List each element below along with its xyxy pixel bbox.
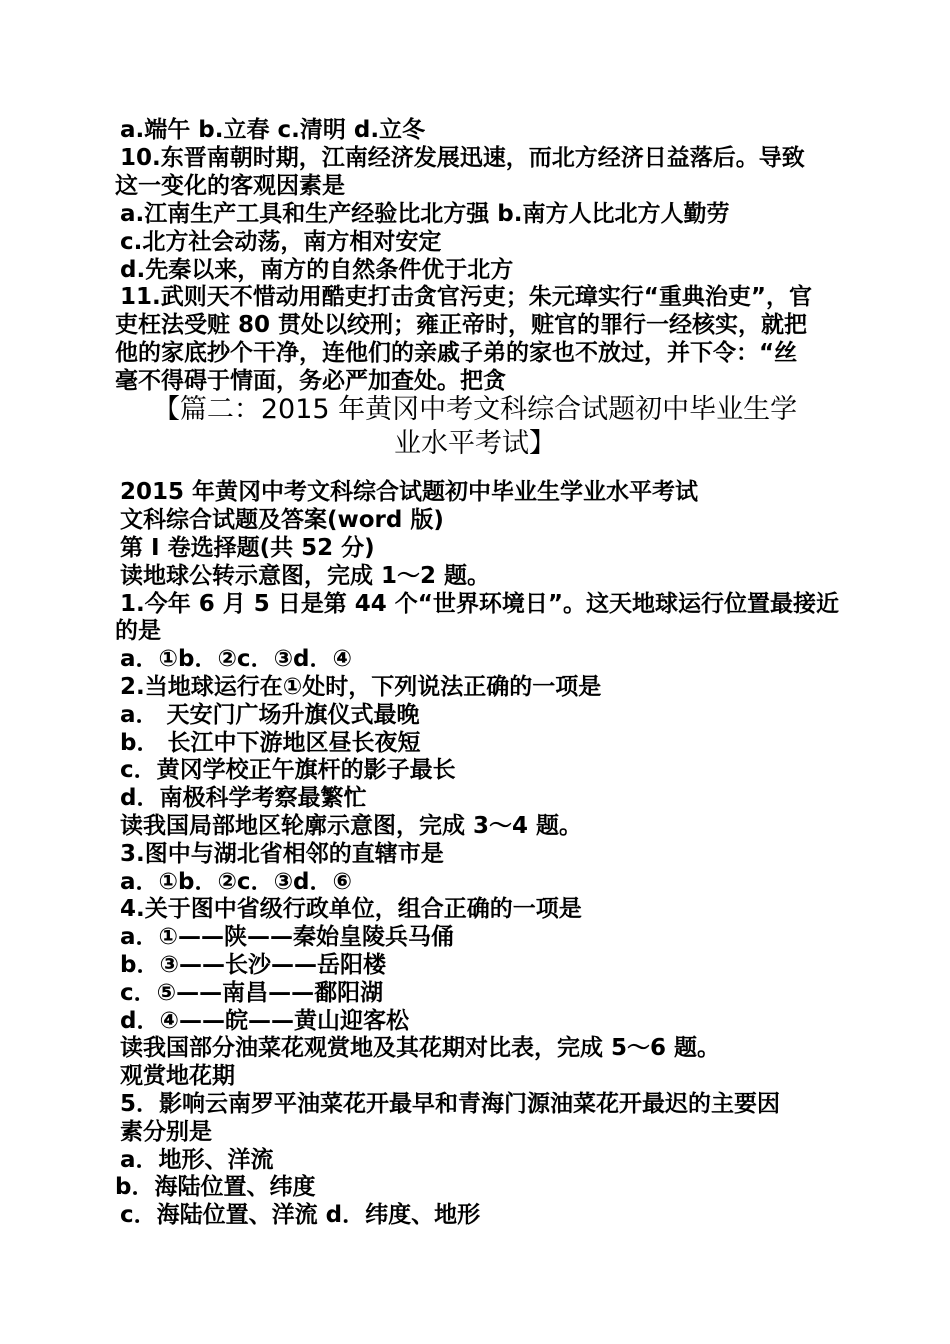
q4-option-b: b．③——长沙——岳阳楼	[120, 952, 386, 978]
q5-option-cd: c．海陆位置、洋流 d．纬度、地形	[120, 1202, 481, 1228]
instruction-q3-4: 读我国局部地区轮廓示意图，完成 3～4 题。	[120, 813, 583, 839]
q10-option-c: c.北方社会动荡，南方相对安定	[120, 229, 442, 255]
q5-stem-line2: 素分别是	[120, 1119, 212, 1145]
section-heading-line2: 业水平考试】	[394, 428, 556, 459]
q9-options: a.端午 b.立春 c.清明 d.立冬	[120, 117, 426, 143]
q2-stem: 2.当地球运行在①处时，下列说法正确的一项是	[120, 674, 602, 700]
table-header: 观赏地花期	[120, 1063, 235, 1089]
q2-option-c: c．黄冈学校正午旗杆的影子最长	[120, 757, 456, 783]
q3-stem: 3.图中与湖北省相邻的直辖市是	[120, 841, 444, 867]
q4-stem: 4.关于图中省级行政单位，组合正确的一项是	[120, 896, 582, 922]
q11-stem-line3: 他的家底抄个干净，连他们的亲戚子弟的家也不放过，并下令：“丝	[115, 340, 798, 366]
q10-option-ab: a.江南生产工具和生产经验比北方强 b.南方人比北方人勤劳	[120, 201, 730, 227]
exam-subtitle: 文科综合试题及答案(word 版)	[120, 507, 444, 533]
q10-stem-line2: 这一变化的客观因素是	[115, 173, 345, 199]
q10-stem-line1: 10.东晋南朝时期，江南经济发展迅速，而北方经济日益落后。导致	[120, 145, 805, 171]
q2-option-b: b． 长江中下游地区昼长夜短	[120, 730, 421, 756]
q11-stem-line4: 毫不得碍于情面，务必严加查处。把贪	[115, 368, 506, 394]
q10-option-d: d.先秦以来，南方的自然条件优于北方	[120, 257, 514, 283]
q4-option-a: a．①——陕——秦始皇陵兵马俑	[120, 924, 454, 950]
instruction-q1-2: 读地球公转示意图，完成 1～2 题。	[120, 563, 491, 589]
part1-title: 第 I 卷选择题(共 52 分)	[120, 535, 375, 561]
q2-option-a: a． 天安门广场升旗仪式最晚	[120, 702, 420, 728]
q1-stem-line2: 的是	[115, 618, 161, 644]
instruction-q5-6: 读我国部分油菜花观赏地及其花期对比表，完成 5～6 题。	[120, 1035, 721, 1061]
section-heading-line1: 【篇二：2015 年黄冈中考文科综合试题初中毕业生学	[152, 394, 798, 425]
q5-option-a: a．地形、洋流	[120, 1147, 274, 1173]
q1-stem-line1: 1.今年 6 月 5 日是第 44 个“世界环境日”。这天地球运行位置最接近	[120, 591, 840, 617]
q1-options: a．①b．②c．③d．④	[120, 646, 352, 672]
q4-option-d: d．④——皖——黄山迎客松	[120, 1008, 409, 1034]
q5-stem-line1: 5．影响云南罗平油菜花开最早和青海门源油菜花开最迟的主要因	[120, 1091, 781, 1117]
q4-option-c: c．⑤——南昌——鄱阳湖	[120, 980, 384, 1006]
q5-option-b: b．海陆位置、纬度	[115, 1174, 316, 1200]
q3-options: a．①b．②c．③d．⑥	[120, 869, 352, 895]
q2-option-d: d．南极科学考察最繁忙	[120, 785, 367, 811]
q11-stem-line2: 吏枉法受赃 80 贯处以绞刑；雍正帝时，赃官的罪行一经核实，就把	[115, 312, 808, 338]
q11-stem-line1: 11.武则天不惜动用酷吏打击贪官污吏；朱元璋实行“重典治吏”，官	[120, 284, 812, 310]
exam-title: 2015 年黄冈中考文科综合试题初中毕业生学业水平考试	[120, 479, 699, 505]
